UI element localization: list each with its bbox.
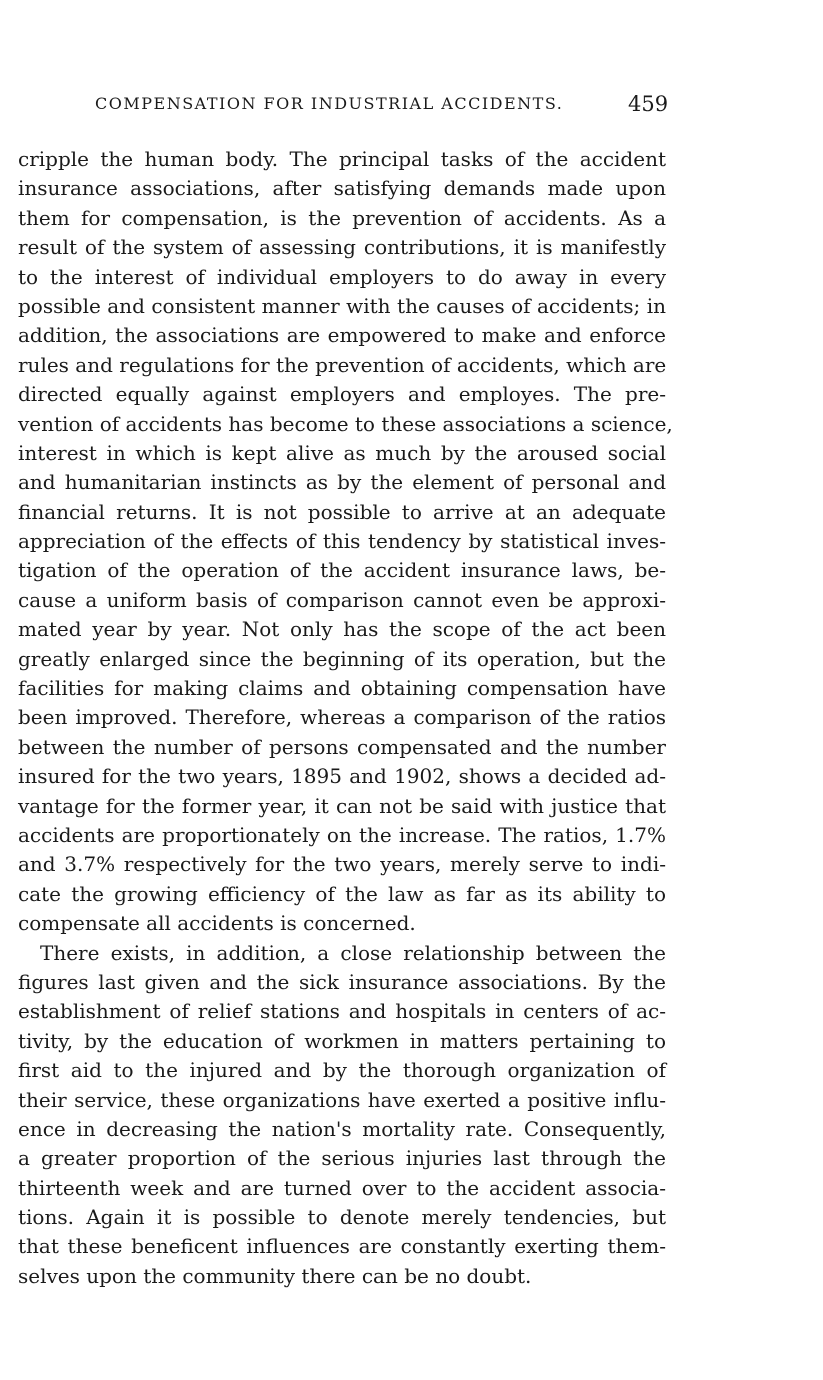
text-line: interest in which is kept alive as much by the aroused social <box>18 440 666 465</box>
text-line: financial returns. It is not possible to arrive at an adequate <box>18 499 666 524</box>
text-line: facilities for making claims and obtaining compensation have <box>18 676 666 701</box>
text-line: their service, these organizations have exerted a positive influ- <box>18 1087 666 1112</box>
text-line: tivity, by the education of workmen in matters pertaining to <box>18 1028 666 1053</box>
running-title: COMPENSATION FOR INDUSTRIAL ACCIDENTS. <box>95 94 564 113</box>
text-line: tigation of the operation of the accident insurance laws, be- <box>18 558 666 583</box>
text-line: possible and consistent manner with the causes of accidents; in <box>18 293 666 318</box>
text-line: insurance associations, after satisfying demands made upon <box>18 176 666 201</box>
text-line: a greater proportion of the serious injuries last through the <box>18 1146 666 1171</box>
text-line: ence in decreasing the nation's mortality rate. Consequently, <box>18 1116 666 1141</box>
text-line: insured for the two years, 1895 and 1902, shows a decided ad- <box>18 764 666 789</box>
page-number: 459 <box>628 92 669 116</box>
text-line: first aid to the injured and by the thorough organization of <box>18 1058 666 1083</box>
paragraph <box>18 145 673 939</box>
text-line: tions. Again it is possible to denote merely tendencies, but <box>18 1205 666 1230</box>
text-line: that these beneficent influences are constantly exerting them- <box>18 1234 666 1259</box>
body-text <box>18 145 673 1291</box>
text-line: and humanitarian instincts as by the element of personal and <box>18 470 666 495</box>
text-line: thirteenth week and are turned over to the accident associa- <box>18 1175 666 1200</box>
text-line: cate the growing efficiency of the law as far as its ability to <box>18 881 666 906</box>
text-line: to the interest of individual employers to do away in every <box>18 264 666 289</box>
text-line: accidents are proportionately on the increase. The ratios, 1.7% <box>18 822 666 847</box>
text-line: rules and regulations for the prevention of accidents, which are <box>18 352 667 377</box>
text-line: appreciation of the effects of this tendency by statistical inves- <box>18 529 666 554</box>
text-line: greatly enlarged since the beginning of its operation, but the <box>18 646 666 671</box>
text-line: addition, the associations are empowered to make and enforce <box>18 323 666 348</box>
text-line: cripple the human body. The principal tasks of the accident <box>18 147 666 171</box>
text-line: directed equally against employers and employes. The pre- <box>18 382 666 407</box>
paragraph <box>18 939 666 1292</box>
text-line: them for compensation, is the prevention of accidents. As a <box>18 205 666 230</box>
text-line: vantage for the former year, it can not be said with justice that <box>18 793 666 818</box>
text-line: figures last given and the sick insurance associations. By the <box>18 969 666 994</box>
text-line: and 3.7% respectively for the two years, merely serve to indi- <box>18 852 666 877</box>
text-line: been improved. Therefore, whereas a comparison of the ratios <box>18 705 666 730</box>
text-line: result of the system of assessing contributions, it is manifestly <box>18 235 666 260</box>
text-line: establishment of relief stations and hospitals in centers of ac- <box>18 999 666 1024</box>
text-line: selves upon the community there can be no doubt. <box>18 1263 532 1288</box>
text-line: mated year by year. Not only has the scope of the act been <box>18 617 666 642</box>
text-line: between the number of persons compensated and the number <box>18 734 666 759</box>
text-line: cause a uniform basis of comparison cannot even be approxi- <box>18 587 666 612</box>
text-line: There exists, in addition, a close relationship between the <box>40 940 666 965</box>
text-line: vention of accidents has become to these associations a science, <box>18 411 673 436</box>
running-header <box>0 92 823 122</box>
text-line: compensate all accidents is concerned. <box>18 911 416 936</box>
